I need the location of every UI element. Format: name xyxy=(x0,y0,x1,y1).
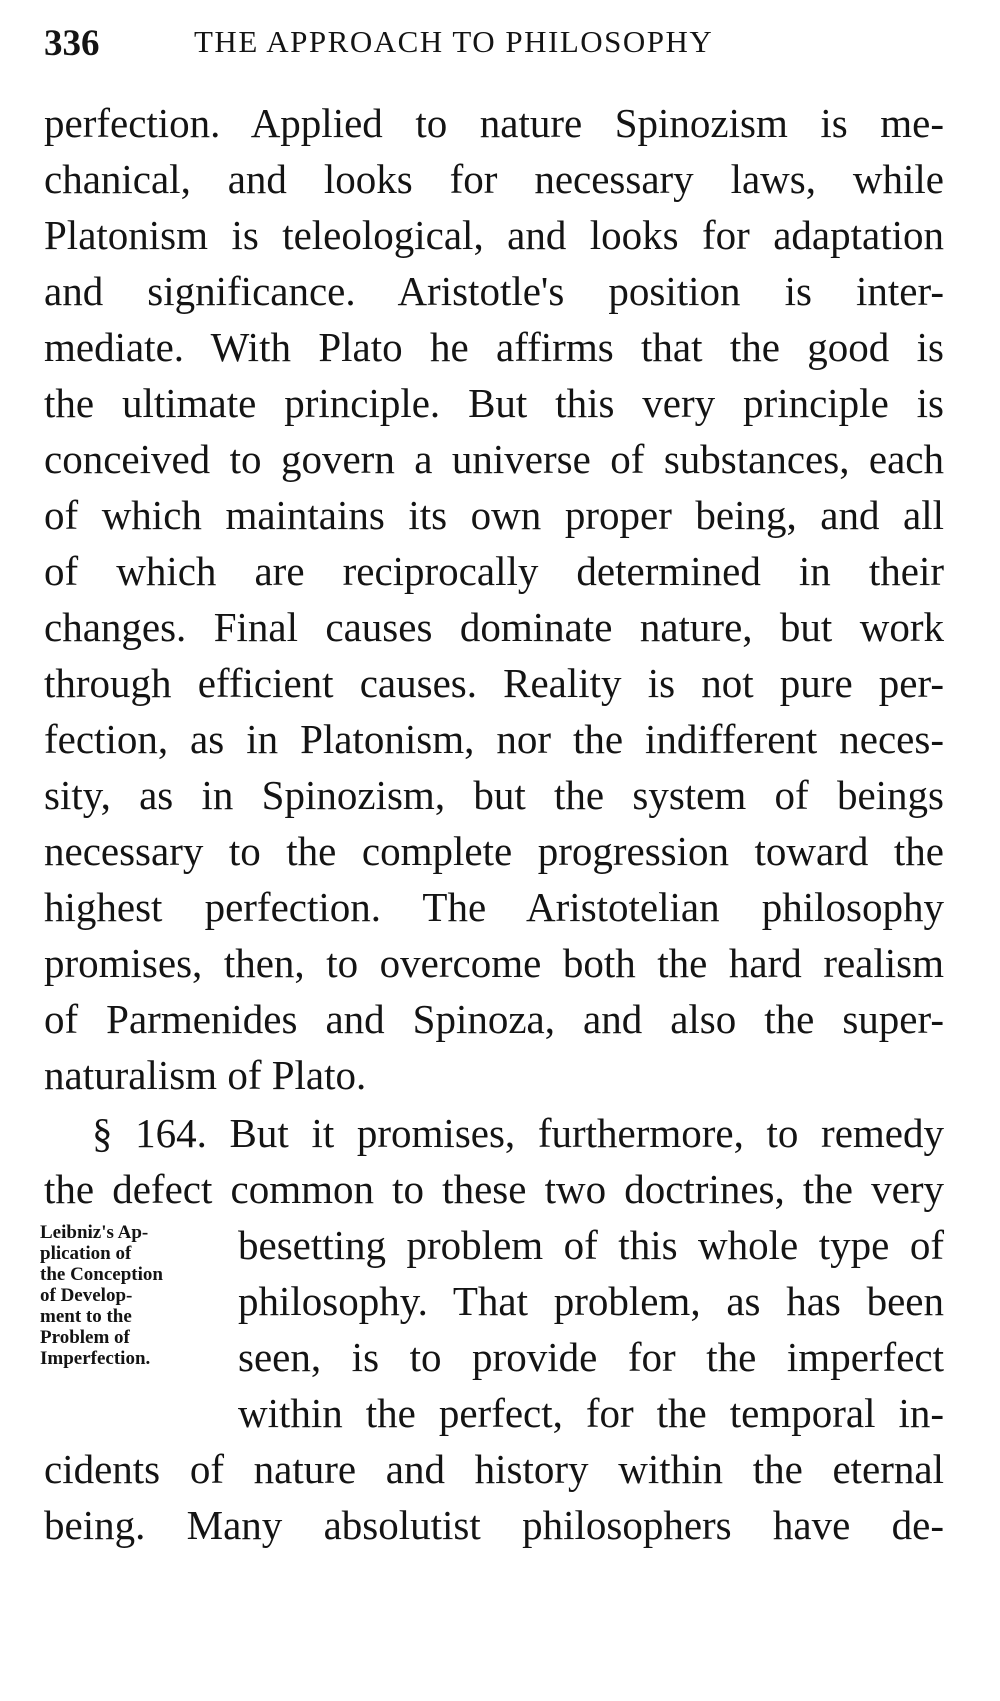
text-line: highest perfection. The Aristotelian philosophy xyxy=(44,884,944,930)
margin-note-line: Imperfection. xyxy=(40,1348,151,1369)
running-head: THE APPROACH TO PHILOSOPHY xyxy=(194,24,714,59)
text-line: conceived to govern a universe of substances, each xyxy=(44,436,944,482)
page-number: 336 xyxy=(44,23,100,64)
text-line: naturalism of Plato. xyxy=(44,1052,367,1098)
text-line: of Parmenides and Spinoza, and also the super- xyxy=(44,996,944,1042)
text-line: the ultimate principle. But this very principle is xyxy=(44,380,944,426)
text-line: the defect common to these two doctrines, the very xyxy=(44,1166,944,1212)
margin-note xyxy=(40,1222,230,1369)
text-line: being. Many absolutist philosophers have de- xyxy=(44,1502,944,1548)
text-line: changes. Final causes dominate nature, but work xyxy=(44,604,944,650)
margin-note-line: Leibniz's Ap- xyxy=(40,1222,149,1243)
text-line: necessary to the complete progression toward the xyxy=(44,828,944,874)
margin-note-line: ment to the xyxy=(40,1306,132,1327)
text-line: philosophy. That problem, as has been xyxy=(238,1278,944,1324)
text-line: perfection. Applied to nature Spinozism is me- xyxy=(44,100,944,146)
text-line: § 164. But it promises, furthermore, to remedy xyxy=(92,1110,944,1156)
margin-note-line: Problem of xyxy=(40,1327,130,1348)
margin-note-line: of Develop- xyxy=(40,1285,133,1306)
text-line: besetting problem of this whole type of xyxy=(238,1222,944,1268)
text-line: of which are reciprocally determined in their xyxy=(44,548,944,594)
text-line: chanical, and looks for necessary laws, while xyxy=(44,156,944,202)
page-header xyxy=(44,22,944,72)
text-line: sity, as in Spinozism, but the system of beings xyxy=(44,772,944,818)
text-line: mediate. With Plato he affirms that the good is xyxy=(44,324,944,370)
text-line: Platonism is teleological, and looks for adaptation xyxy=(44,212,944,258)
text-line: and significance. Aristotle's position is inter- xyxy=(44,268,944,314)
text-line: cidents of nature and history within the eternal xyxy=(44,1446,944,1492)
margin-note-line: plication of xyxy=(40,1243,132,1264)
text-line: through efficient causes. Reality is not pure per- xyxy=(44,660,944,706)
text-line: fection, as in Platonism, nor the indifferent neces- xyxy=(44,716,944,762)
text-line: within the perfect, for the temporal in- xyxy=(238,1390,944,1436)
margin-note-line: the Conception xyxy=(40,1264,163,1285)
text-line: promises, then, to overcome both the hard realism xyxy=(44,940,944,986)
text-line: of which maintains its own proper being, and all xyxy=(44,492,944,538)
text-line: seen, is to provide for the imperfect xyxy=(238,1334,944,1380)
